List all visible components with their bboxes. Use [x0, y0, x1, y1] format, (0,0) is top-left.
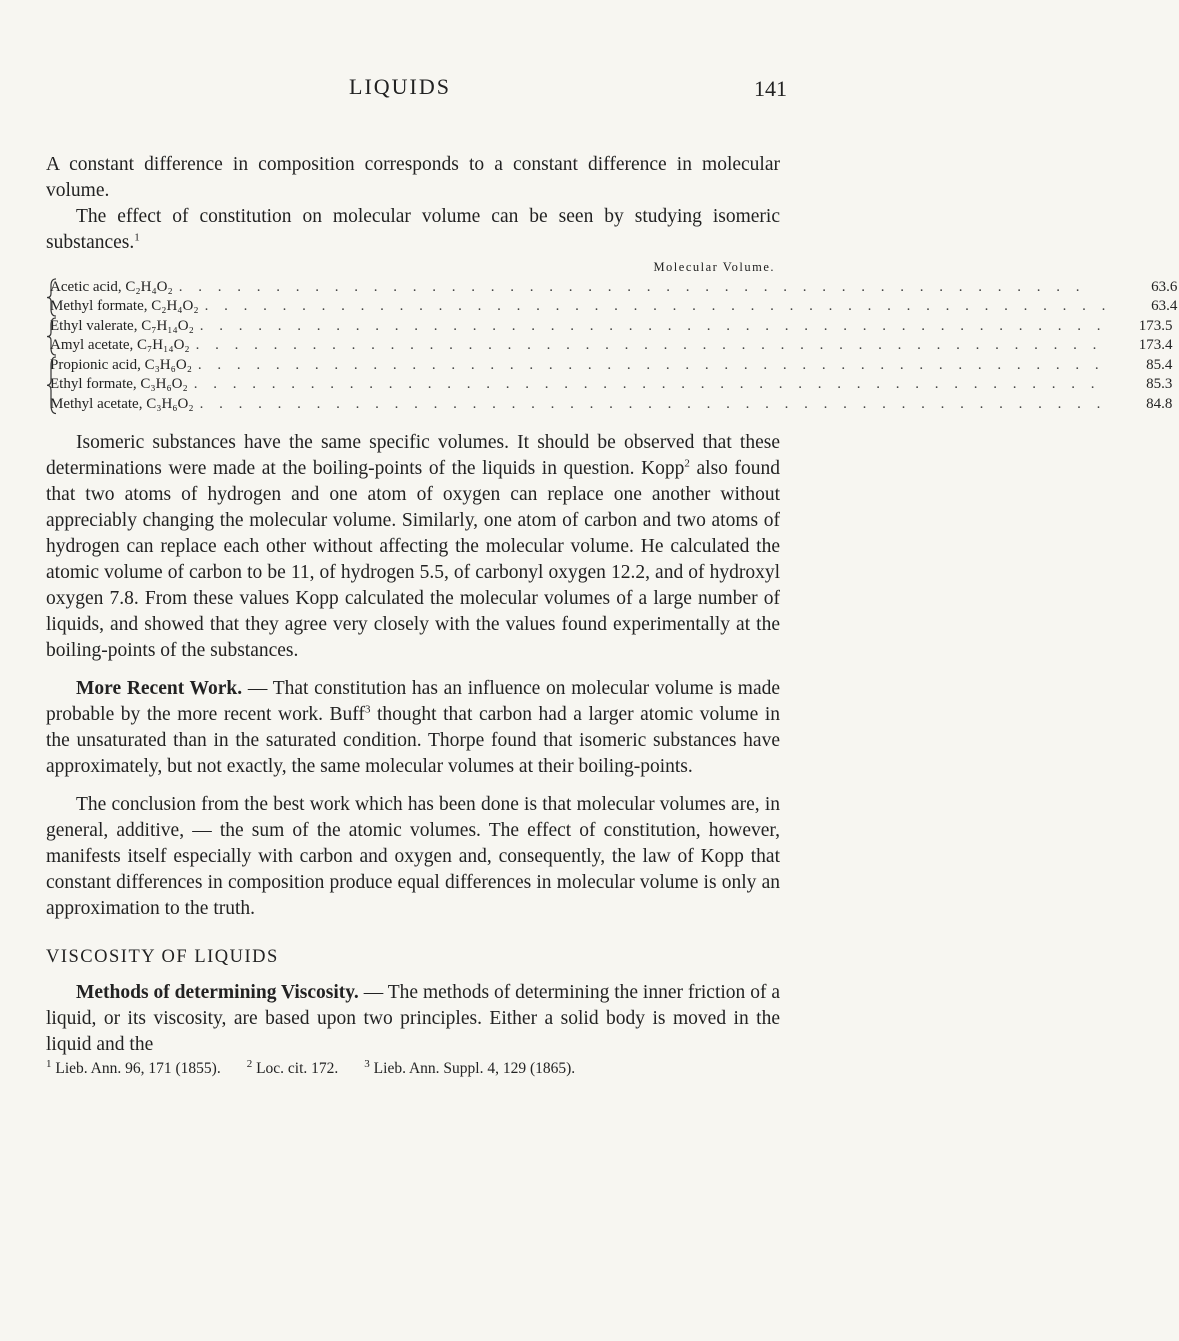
table-row [50, 317, 1175, 337]
substance-name: Ethyl formate, C₃H₆O₂ [50, 376, 188, 392]
paragraph-isomeric-volumes [46, 430, 780, 664]
footnote-mark: 3 [364, 1057, 370, 1070]
footnotes [46, 1059, 780, 1079]
footnote-text: Lieb. Ann. Suppl. 4, 129 (1865). [369, 1060, 576, 1077]
table-row [50, 278, 1179, 298]
page-number: 141 [754, 76, 787, 101]
section-title: VISCOSITY OF LIQUIDS [46, 947, 279, 967]
footnote-mark: 1 [46, 1057, 52, 1070]
table-row [50, 336, 1175, 356]
paragraph-lead: Methods of determining Viscosity. [76, 982, 359, 1003]
substance-name: Acetic acid, C₂H₄O₂ [50, 278, 173, 295]
molecular-volume-value: 173.4 [1138, 337, 1173, 353]
footnote-ref: 1 [134, 231, 140, 244]
paragraph-conclusion: The conclusion from the best work which has been done is that molecular volumes are, in general, additive, — the sum of the atomic volumes. The effect of constitution, however, manifests itself especially with carbon and oxygen and, consequently, the law of Kopp that constant differences in composition produce equal differences in molecular volume is only an approximation to the truth. [46, 794, 780, 919]
footnote-text: Loc. cit. 172. [252, 1060, 339, 1077]
substance-name: Amyl acetate, C₇H₁₄O₂ [50, 337, 190, 353]
paragraph-constitution-effect [46, 204, 780, 256]
paragraph-recent-work [46, 676, 780, 780]
substance-name: Methyl formate, C₂H₄O₂ [50, 298, 199, 314]
molecular-volume-value: 85.4 [1146, 356, 1173, 373]
table-row [50, 375, 1174, 395]
page-body [46, 152, 1178, 1079]
footnote-text: Lieb. Ann. 96, 171 (1855). [51, 1060, 221, 1077]
molecular-volume-value: 63.6 [1151, 278, 1178, 295]
paragraph-text: — That constitution has an influence on molecular volume is made probable by the more recent work. Buff [46, 678, 781, 725]
footnote-ref: 3 [364, 703, 371, 716]
paragraph-constant-difference: A constant difference in composition corresponds to a constant difference in molecular volume. [46, 154, 780, 201]
running-head: LIQUIDS [349, 74, 451, 99]
paragraph-text: also found that two atoms of hydrogen and one atom of oxygen can replace one another without appreciably changing the molecular volume. Similarly, one atom of carbon and two atoms of hydrogen can replace each other without affecting the molecular volume. He calculated the atomic volume of carbon to be 11, of hydrogen 5.5, of carbonyl oxygen 12.2, and of hydroxyl oxygen 7.8. From these values Kopp calculated the molecular volumes of a large number of liquids, and showed that they agree very closely with the values found experimentally at the boiling-points of the substances. [46, 458, 781, 661]
molecular-volume-value: 63.4 [1151, 298, 1178, 314]
molecular-volume-table [46, 258, 1178, 414]
paragraph-text: Isomeric substances have the same specific volumes. It should be observed that these determinations were made at the boiling-points of the liquids in question. Kopp [46, 432, 780, 479]
molecular-volume-value: 84.8 [1146, 395, 1173, 412]
isomer-group [46, 317, 1173, 356]
paragraph-viscosity-methods [46, 980, 780, 1058]
substance-name: Ethyl valerate, C₇H₁₄O₂ [50, 317, 194, 334]
table-row [50, 395, 1174, 415]
molecular-volume-value: 173.5 [1138, 317, 1173, 334]
substance-name: Propionic acid, C₃H₆O₂ [50, 356, 192, 373]
footnote-mark: 2 [246, 1057, 253, 1070]
molecular-volume-value: 85.3 [1146, 376, 1173, 392]
paragraph-text: — The methods of determining the inner friction of a liquid, or its viscosity, are based upon two principles. Either a solid body is moved in the liquid and the [46, 982, 780, 1055]
table-row [50, 297, 1179, 317]
page-header [0, 74, 800, 110]
footnote [46, 1059, 221, 1079]
substance-name: Methyl acetate, C₃H₆O₂ [50, 395, 194, 412]
column-header: Molecular Volume. [653, 260, 775, 274]
table-row [50, 356, 1174, 376]
footnote [247, 1059, 339, 1079]
footnote [364, 1059, 575, 1079]
paragraph-text: thought that carbon had a larger atomic volume in the unsaturated than in the saturated condition. Thorpe found that isomeric substances have approximately, but not exactly, the same molecular volumes at their boiling-points. [46, 704, 780, 777]
paragraph-text: The effect of constitution on molecular volume can be seen by studying isomeric substances. [46, 206, 780, 253]
isomer-group [46, 356, 1173, 415]
paragraph-lead: More Recent Work. [76, 678, 243, 699]
isomer-group [46, 278, 1178, 317]
footnote-ref: 2 [684, 457, 690, 470]
